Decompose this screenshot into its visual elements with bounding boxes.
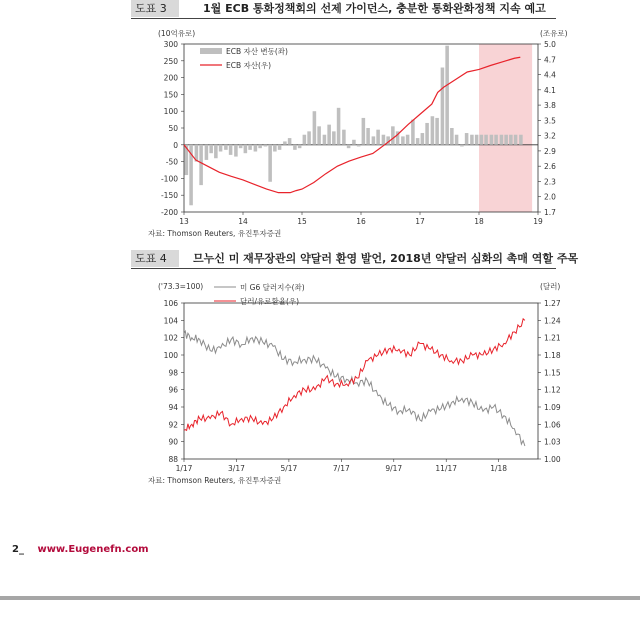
ecb-change-bar (372, 136, 376, 144)
left-tick-label: 100 (163, 351, 178, 360)
ecb-change-bar (268, 145, 272, 182)
ecb-change-bar (366, 128, 370, 145)
ecb-change-bar (411, 120, 415, 145)
x-tick-label: 5/17 (280, 464, 298, 473)
ecb-change-bar (199, 145, 203, 185)
left-tick-label: -150 (160, 191, 178, 201)
ecb-change-bar (323, 135, 327, 145)
figure-4-tag: 도표 4 (131, 250, 179, 267)
ecb-change-bar (258, 145, 262, 148)
ecb-change-bar (450, 128, 454, 145)
x-tick-label: 14 (238, 217, 248, 226)
ecb-change-bar (332, 131, 336, 144)
right-axis-unit: (조유로) (540, 29, 568, 38)
website-link[interactable]: www.Eugenefn.com (37, 544, 149, 555)
ecb-change-bar (342, 130, 346, 145)
figure-3-source: 자료: Thomson Reuters, 유진투자증권 (148, 229, 282, 238)
ecb-change-bar (519, 135, 523, 145)
ecb-change-bar (435, 118, 439, 145)
right-tick-label: 2.9 (544, 146, 556, 156)
footer-rule (0, 596, 640, 600)
ecb-change-bar (293, 145, 297, 150)
ecb-change-bar (484, 135, 488, 145)
ecb-change-bar (475, 135, 479, 145)
ecb-change-bar (470, 135, 474, 145)
left-tick-label: -50 (165, 157, 178, 167)
ecb-change-bar (317, 126, 321, 144)
legend-label-dollar-index: 미 G6 달러지수(좌) (240, 283, 305, 292)
right-tick-label: 2.0 (544, 192, 556, 202)
ecb-change-bar (307, 131, 311, 144)
ecb-assets-line (184, 57, 520, 192)
left-tick-label: 94 (168, 403, 178, 412)
x-tick-label: 17 (415, 217, 425, 226)
right-tick-label: 4.1 (544, 85, 556, 95)
legend-swatch-bar (200, 48, 222, 54)
figure-3-header (131, 0, 556, 19)
left-tick-label: 98 (168, 368, 178, 378)
right-tick-label: 4.7 (544, 55, 556, 65)
page-number: 2_ (12, 544, 24, 555)
ecb-change-bar (244, 145, 248, 153)
left-tick-label: 90 (168, 437, 178, 447)
x-tick-label: 19 (533, 217, 543, 226)
dollar-index-line (184, 331, 525, 446)
left-tick-label: 102 (163, 333, 178, 343)
ecb-change-bar (327, 125, 331, 145)
ecb-change-bar (460, 145, 464, 147)
ecb-change-bar (465, 133, 469, 145)
left-tick-label: 106 (163, 299, 178, 308)
right-tick-label: 3.8 (544, 101, 556, 111)
ecb-change-bar (298, 145, 302, 148)
right-tick-label: 4.4 (544, 70, 556, 80)
ecb-change-bar (431, 116, 435, 145)
right-tick-label: 1.24 (544, 316, 561, 326)
right-tick-label: 1.27 (544, 299, 561, 308)
ecb-change-bar (391, 126, 395, 144)
left-tick-label: 96 (168, 385, 178, 395)
right-tick-label: 1.09 (544, 403, 561, 412)
ecb-change-bar (514, 135, 518, 145)
left-tick-label: 88 (168, 455, 178, 464)
right-tick-label: 1.15 (544, 368, 561, 378)
ecb-change-bar (234, 145, 238, 157)
left-tick-label: 104 (163, 316, 178, 326)
plot-frame (184, 303, 538, 459)
right-tick-label: 1.03 (544, 437, 561, 447)
page-footer (12, 544, 149, 555)
ecb-change-bar (500, 135, 504, 145)
ecb-change-bar (337, 108, 341, 145)
ecb-change-bar (416, 138, 420, 145)
figure-4-chart (140, 277, 580, 473)
ecb-change-bar (229, 145, 233, 155)
left-tick-label: 92 (168, 420, 178, 430)
right-tick-label: 2.6 (544, 162, 556, 172)
ecb-change-bar (283, 141, 287, 144)
left-tick-label: 150 (163, 90, 178, 100)
left-tick-label: 100 (163, 107, 178, 117)
ecb-change-bar (264, 145, 268, 147)
figure-3-chart (140, 26, 580, 226)
ecb-change-bar (303, 135, 307, 145)
left-tick-label: 200 (163, 73, 178, 83)
ecb-change-bar (288, 138, 292, 145)
ecb-change-bar (254, 145, 258, 152)
right-tick-label: 5.0 (544, 40, 556, 49)
ecb-change-bar (455, 135, 459, 145)
ecb-change-bar (214, 145, 218, 158)
figure-4-source: 자료: Thomson Reuters, 유진투자증권 (148, 476, 282, 485)
legend-label-usd-eur: 달러/유로환율(우) (240, 297, 300, 306)
right-tick-label: 1.06 (544, 420, 561, 430)
ecb-change-bar (357, 145, 361, 147)
left-tick-label: 50 (168, 124, 178, 133)
forecast-shade (479, 44, 532, 212)
ecb-change-bar (219, 145, 223, 152)
ecb-change-bar (209, 145, 213, 153)
ecb-change-bar (480, 135, 484, 145)
ecb-change-bar (490, 135, 494, 145)
figure-3-title: 1월 ECB 통화정책회의 선제 가이던스, 충분한 통화완화정책 지속 예고 (203, 2, 546, 15)
ecb-change-bar (401, 136, 405, 144)
left-tick-label: 300 (163, 40, 178, 49)
x-tick-label: 16 (356, 217, 366, 226)
legend-label-line: ECB 자산(우) (226, 61, 272, 70)
right-tick-label: 3.5 (544, 116, 556, 126)
ecb-change-bar (382, 135, 386, 145)
left-tick-label: 0 (173, 140, 178, 150)
x-tick-label: 3/17 (228, 464, 245, 473)
ecb-change-bar (224, 145, 228, 150)
ecb-change-bar (273, 145, 277, 152)
right-axis-unit: (달러) (540, 282, 561, 291)
ecb-change-bar (509, 135, 513, 145)
x-tick-label: 7/17 (332, 464, 350, 473)
ecb-change-bar (406, 135, 410, 145)
x-tick-label: 11/17 (435, 464, 458, 473)
ecb-change-bar (441, 68, 445, 145)
left-tick-label: 250 (163, 56, 178, 66)
x-tick-label: 15 (297, 217, 307, 226)
figure-4-header (131, 250, 579, 269)
ecb-change-bar (376, 130, 380, 145)
ecb-change-bar (278, 145, 282, 150)
usd-eur-line (184, 319, 525, 431)
right-tick-label: 1.12 (544, 385, 561, 395)
right-tick-label: 1.21 (544, 333, 561, 343)
x-tick-label: 9/17 (385, 464, 403, 473)
legend-label-bar: ECB 자산 변동(좌) (226, 47, 288, 56)
ecb-change-bar (425, 123, 429, 145)
figure-3-tag: 도표 3 (131, 0, 179, 17)
ecb-change-bar (248, 145, 252, 150)
x-tick-label: 1/17 (175, 464, 193, 473)
x-tick-label: 18 (474, 217, 484, 226)
left-axis-unit: (10억유로) (158, 29, 196, 38)
right-tick-label: 1.00 (544, 455, 561, 464)
x-tick-label: 13 (179, 217, 189, 226)
ecb-change-bar (239, 145, 243, 148)
right-tick-label: 1.7 (544, 208, 556, 217)
ecb-change-bar (352, 140, 356, 145)
ecb-change-bar (205, 145, 209, 160)
left-tick-label: -100 (160, 174, 178, 184)
ecb-change-bar (445, 46, 449, 145)
ecb-change-bar (504, 135, 508, 145)
ecb-change-bar (494, 135, 498, 145)
ecb-change-bar (362, 118, 366, 145)
ecb-change-bar (347, 145, 351, 148)
right-tick-label: 1.18 (544, 351, 561, 360)
x-tick-label: 1/18 (490, 464, 508, 473)
figure-4-title: 므누신 미 재무장관의 약달러 환영 발언, 2018년 약달러 심화의 촉매 역할 주목 (193, 252, 579, 265)
left-tick-label: -200 (160, 208, 178, 217)
ecb-change-bar (313, 111, 317, 145)
right-tick-label: 3.2 (544, 131, 556, 141)
ecb-change-bar (421, 133, 425, 145)
left-axis-unit: ('73.3=100) (158, 282, 204, 291)
right-tick-label: 2.3 (544, 177, 556, 187)
